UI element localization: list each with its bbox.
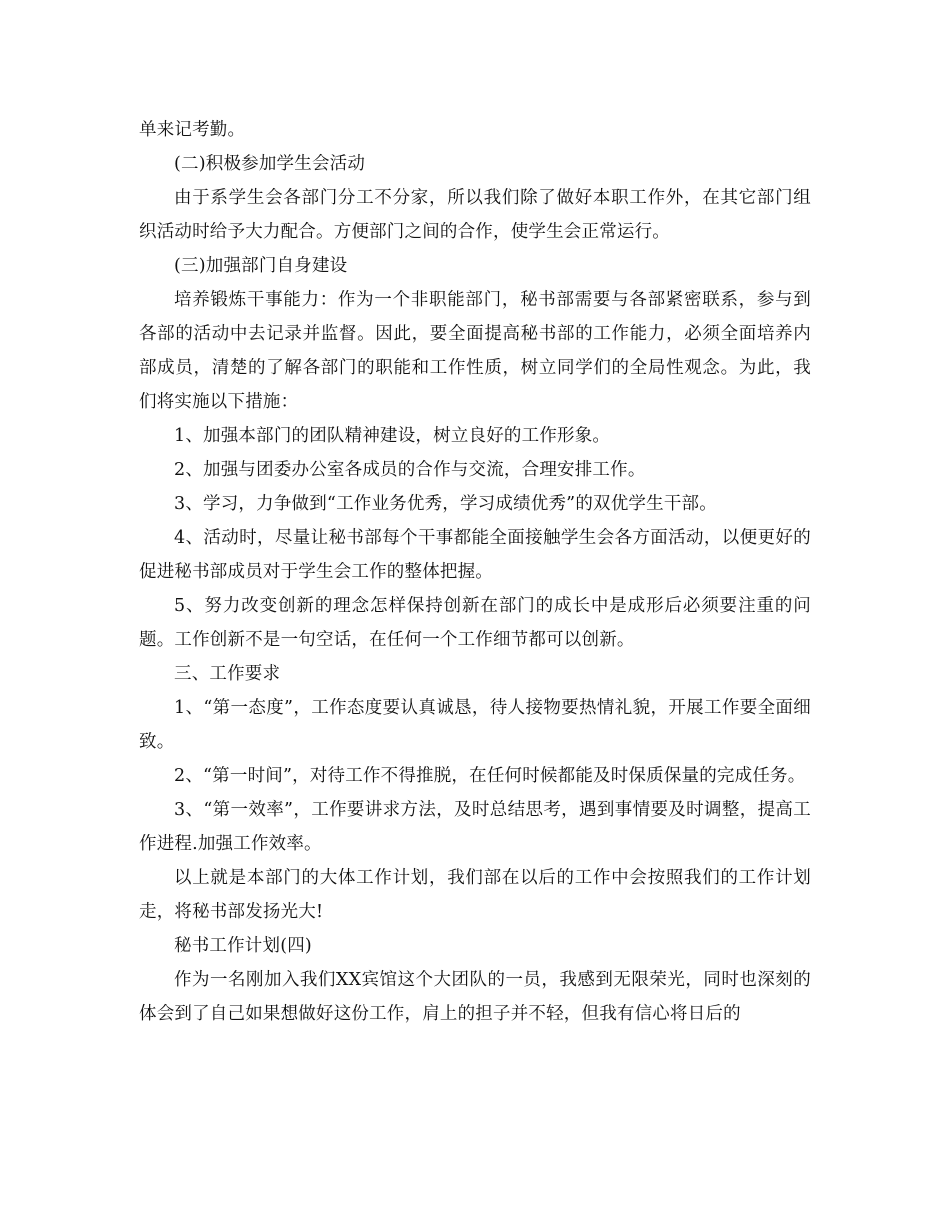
paragraph: 2、“第一时间”，对待工作不得推脱，在任何时候都能及时保质保量的完成任务。 <box>174 766 806 786</box>
paragraph: 以上就是本部门的大体工作计划，我们部在以后的工作中会按照我们的工作计划走，将秘书部发扬光大! <box>139 868 811 922</box>
paragraph: 5、努力改变创新的理念怎样保持创新在部门的成长中是成形后必须要注重的问题。工作创新不是一句空话，在任何一个工作细节都可以创新。 <box>139 596 811 650</box>
paragraph: 2、加强与团委办公室各成员的合作与交流，合理安排工作。 <box>174 460 646 480</box>
paragraph: 1、加强本部门的团队精神建设，树立良好的工作形象。 <box>174 426 611 446</box>
paragraph: 培养锻炼干事能力：作为一个非职能部门，秘书部需要与各部紧密联系，参与到各部的活动中去记录并监督。因此，要全面提高秘书部的工作能力，必须全面培养内部成员，清楚的了解各部门的职能和工作性质，树立同学们的全局性观念。为此，我们将实施以下措施： <box>139 290 811 412</box>
document-body <box>139 113 811 1031</box>
paragraph: (二)积极参加学生会活动 <box>174 154 366 174</box>
paragraph: 4、活动时，尽量让秘书部每个干事都能全面接触学生会各方面活动，以便更好的促进秘书部成员对于学生会工作的整体把握。 <box>139 528 811 582</box>
paragraph: 3、学习，力争做到“工作业务优秀，学习成绩优秀”的双优学生干部。 <box>174 494 717 514</box>
paragraph: 3、“第一效率”，工作要讲求方法，及时总结思考，遇到事情要及时调整，提高工作进程.加强工作效率。 <box>139 800 811 854</box>
paragraph: 由于系学生会各部门分工不分家，所以我们除了做好本职工作外，在其它部门组织活动时给予大力配合。方便部门之间的合作，使学生会正常运行。 <box>139 188 811 242</box>
paragraph: 1、“第一态度”，工作态度要认真诚恳，待人接物要热情礼貌，开展工作要全面细致。 <box>139 698 811 752</box>
paragraph: 单来记考勤。 <box>139 120 246 140</box>
paragraph: 三、工作要求 <box>174 664 281 684</box>
paragraph: 作为一名刚加入我们XX宾馆这个大团队的一员，我感到无限荣光，同时也深刻的体会到了自己如果想做好这份工作，肩上的担子并不轻，但我有信心将日后的 <box>139 970 811 1024</box>
paragraph: (三)加强部门自身建设 <box>174 256 348 276</box>
paragraph: 秘书工作计划(四) <box>174 936 312 956</box>
